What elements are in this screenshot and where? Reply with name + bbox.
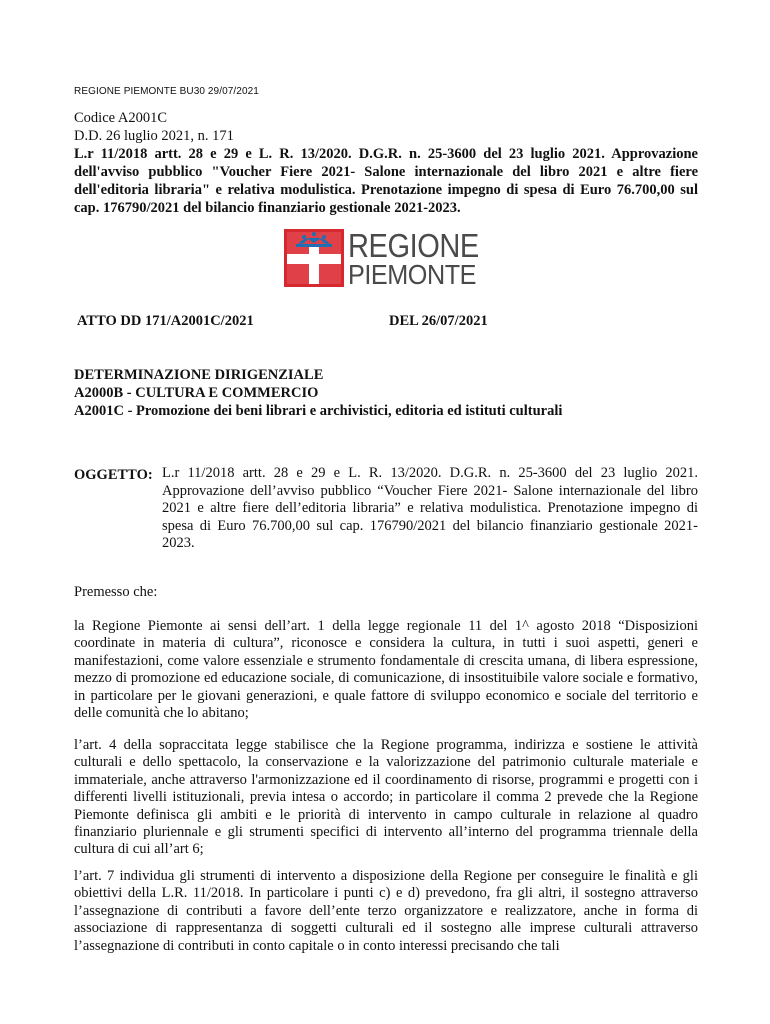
logo-regione-text: REGIONE xyxy=(348,227,479,264)
regione-emblem-icon xyxy=(284,229,344,287)
oggetto-text: L.r 11/2018 artt. 28 e 29 e L. R. 13/2020. D.G.R. n. 25-3600 del 23 luglio 2021. Approvazione dell’avviso pubblico “Voucher Fiere 2021- Salone internazionale del libro 2021 e altre fiere dell’editoria libraria” e relativa modulistica. Prenotazione impegno di spesa di Euro 76.700,00 sul cap. 176790/2021 del bilancio finanziario gestionale 2021-2023. xyxy=(162,465,698,551)
bulletin-header: REGIONE PIEMONTE BU30 29/07/2021 xyxy=(74,86,259,97)
determinazione-block xyxy=(74,366,714,420)
document-title: L.r 11/2018 artt. 28 e 29 e L. R. 13/2020. D.G.R. n. 25-3600 del 23 luglio 2021. Approvazione dell'avviso pubblico "Voucher Fiere 2021- Salone internazionale del libro 2021 e altre fiere dell'editoria libraria" e relativa modulistica. Prenotazione impegno di spesa di Euro 76.700,00 sul cap. 176790/2021 del bilancio finanziario gestionale 2021-2023. xyxy=(74,146,698,216)
regione-piemonte-logo xyxy=(284,229,494,289)
document-code-block xyxy=(74,109,704,145)
body-paragraph: l’art. 4 della sopraccitata legge stabilisce che la Regione programma, indirizza e sostiene le attività culturali e dello spettacolo, la conservazione e la valorizzazione del patrimonio culturale materiale e immateriale, anche attraverso l'armonizzazione ed il coordinamento di risorse, programmi e progetti con i differenti livelli istituzionali, previa intesa o accordo; in particolare il comma 2 prevede che la Regione Piemonte definisca gli ambiti e le priorità di intervento in campo culturale in relazione al quadro finanziario pluriennale e gli strumenti specifici di intervento all’interno del programma triennale della cultura di cui all’art 6; xyxy=(74,737,698,858)
body-paragraph: l’art. 7 individua gli strumenti di intervento a disposizione della Regione per conseguire le finalità e gli obiettivi della L.R. 11/2018. In particolare i punti c) e d) prevedono, fra gli altri, il sostegno attraverso l’assegnazione di contributi a favore dell’ente terzo organizzatore e realizzatore, anche in forma di associazione di rappresentanza di soggetti culturali ed il sostegno alle imprese culturali attraverso l’assegnazione di contributi in conto capitale o in conto interessi precisando che tali xyxy=(74,868,698,954)
determination-date-line: D.D. 26 luglio 2021, n. 171 xyxy=(74,128,234,144)
determinazione-heading: DETERMINAZIONE DIRIGENZIALE xyxy=(74,367,324,383)
department-line: A2000B - CULTURA E COMMERCIO xyxy=(74,385,319,401)
codice-line: Codice A2001C xyxy=(74,110,168,126)
logo-piemonte-text: PIEMONTE xyxy=(348,259,477,290)
atto-number: ATTO DD 171/A2001C/2021 xyxy=(77,313,254,329)
body-paragraph: la Regione Piemonte ai sensi dell’art. 1 della legge regionale 11 del 1^ agosto 2018 “Disposizioni coordinate in materia di cultura”, riconosce e considera la cultura, in tutti i suoi aspetti, generi e manifestazioni, come valore essenziale e strumento fondamentale di crescita umana, di libera espressione, mezzo di promozione ed educazione sociale, di comunicazione, di insostituibile valore sociale e formativo, in particolare per le giovani generazioni, e quale fattore di sviluppo economico e sociale del territorio e delle comunità che lo abitano; xyxy=(74,618,698,722)
section-line: A2001C - Promozione dei beni librari e archivistici, editoria ed istituti culturali xyxy=(74,403,563,419)
premesso-heading: Premesso che: xyxy=(74,584,158,600)
atto-date: DEL 26/07/2021 xyxy=(389,313,488,329)
oggetto-label: OGGETTO: xyxy=(74,467,153,483)
